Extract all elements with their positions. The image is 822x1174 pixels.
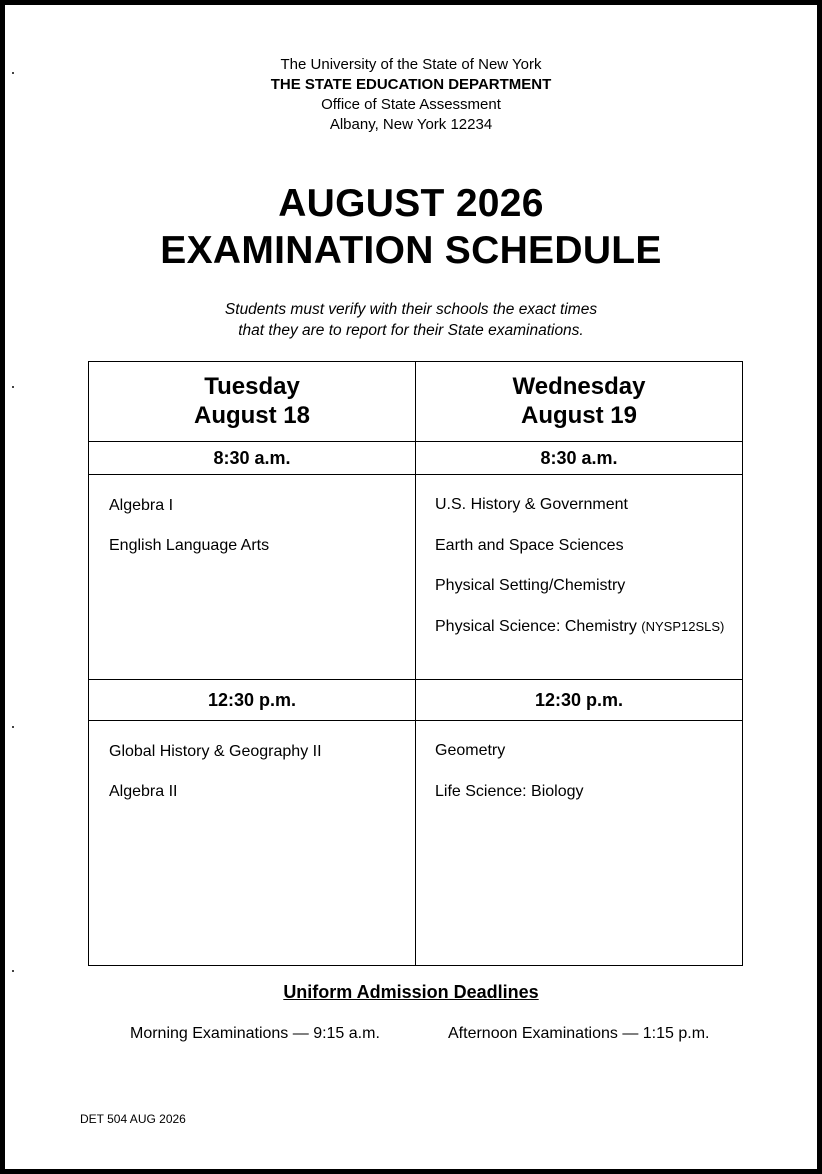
exam-list	[89, 475, 415, 556]
exam-item: Algebra I	[109, 497, 174, 514]
notice-line-1: Students must verify with their schools the exact times	[224, 301, 598, 318]
exam-item: Earth and Space Sciences	[435, 536, 624, 554]
notice-line-2: that they are to report for their State examinations.	[238, 322, 584, 339]
time-slot-wednesday-morning	[416, 442, 743, 475]
department-name: THE STATE EDUCATION DEPARTMENT	[270, 76, 552, 93]
exam-list	[416, 475, 742, 637]
standards-suffix: (NYSP12SLS)	[641, 618, 725, 634]
day-name: Tuesday	[204, 373, 300, 400]
exams-wednesday-morning	[416, 475, 743, 680]
exams-tuesday-afternoon	[89, 721, 416, 966]
margin-mark	[12, 726, 14, 728]
day-header-tuesday	[89, 362, 416, 442]
margin-mark	[12, 970, 14, 972]
time-slot-tuesday-morning	[89, 442, 416, 475]
day-header-wednesday	[416, 362, 743, 442]
exam-item: Geometry	[435, 742, 506, 759]
exam-item: English Language Arts	[109, 537, 270, 554]
deadlines-title: Uniform Admission Deadlines	[283, 982, 539, 1002]
time-label: 12:30 p.m.	[207, 689, 297, 710]
exam-list	[416, 721, 742, 802]
letterhead	[0, 55, 822, 135]
exams-tuesday-morning	[89, 475, 416, 680]
time-label: 8:30 a.m.	[540, 447, 618, 468]
title-schedule: EXAMINATION SCHEDULE	[160, 229, 662, 272]
exam-item: Algebra II	[109, 783, 178, 800]
office-address: Albany, New York 12234	[329, 116, 493, 133]
document-title	[0, 180, 822, 274]
time-slot-wednesday-afternoon	[416, 680, 743, 721]
document-code: DET 504 AUG 2026	[80, 1112, 186, 1126]
admission-deadlines-section	[0, 982, 822, 1003]
day-date: August 18	[193, 402, 310, 429]
office-name: Office of State Assessment	[321, 96, 501, 113]
exam-item: Global History & Geography II	[109, 743, 322, 760]
margin-mark	[12, 386, 14, 388]
afternoon-time-row	[89, 680, 743, 721]
university-name: The University of the State of New York	[280, 56, 542, 73]
exam-item: U.S. History & Government	[435, 496, 628, 513]
afternoon-deadline: Afternoon Examinations — 1:15 p.m.	[448, 1025, 710, 1042]
afternoon-exams-row	[89, 721, 743, 966]
morning-deadline: Morning Examinations — 9:15 a.m.	[130, 1025, 380, 1042]
day-header-row	[89, 362, 743, 442]
exam-item: Physical Setting/Chemistry	[435, 577, 626, 594]
exam-schedule-table	[88, 361, 743, 966]
time-label: 12:30 p.m.	[534, 689, 624, 710]
morning-exams-row	[89, 475, 743, 680]
exam-name: Physical Science: Chemistry	[435, 617, 637, 635]
day-date: August 19	[520, 402, 637, 429]
verification-notice	[0, 299, 822, 341]
time-label: 8:30 a.m.	[213, 447, 291, 468]
morning-time-row	[89, 442, 743, 475]
exam-list	[89, 721, 415, 802]
exam-item-with-suffix	[435, 617, 742, 637]
exams-wednesday-afternoon	[416, 721, 743, 966]
day-name: Wednesday	[512, 373, 646, 400]
time-slot-tuesday-afternoon	[89, 680, 416, 721]
exam-item: Life Science: Biology	[435, 782, 584, 800]
title-month-year: AUGUST 2026	[278, 182, 544, 225]
